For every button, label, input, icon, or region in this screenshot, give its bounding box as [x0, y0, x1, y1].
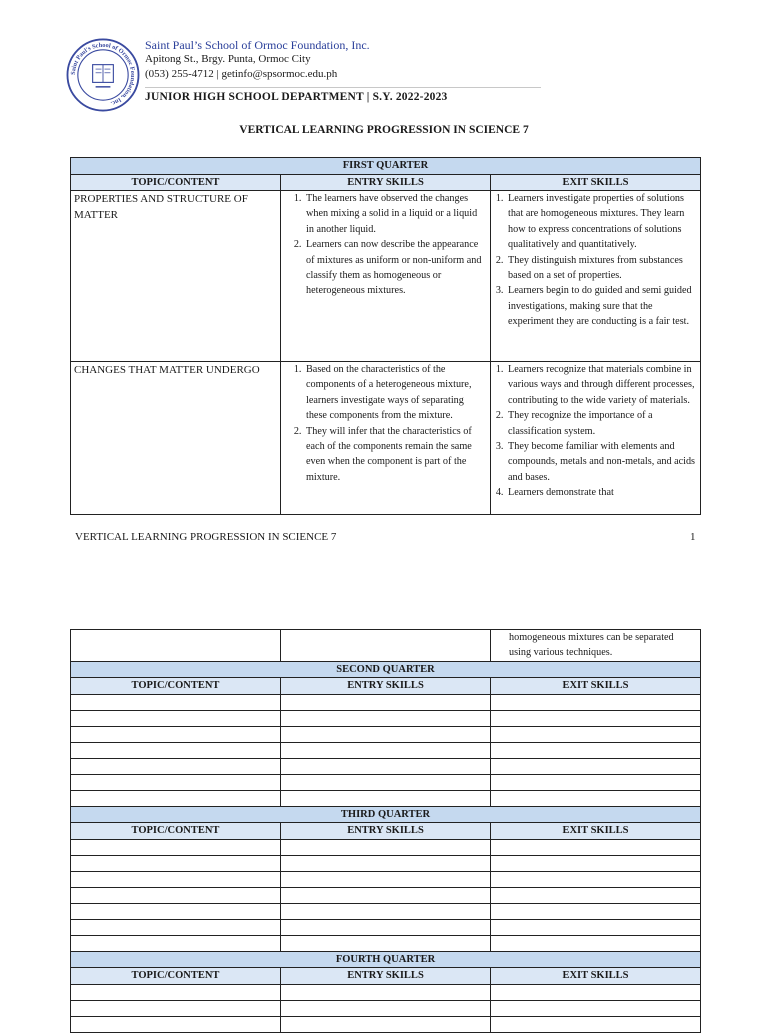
column-header-row	[71, 823, 701, 840]
document-title: VERTICAL LEARNING PROGRESSION IN SCIENCE 7	[239, 124, 529, 136]
quarter-title: THIRD QUARTER	[71, 806, 701, 823]
footer-title: VERTICAL LEARNING PROGRESSION IN SCIENCE 7	[75, 531, 337, 543]
first-quarter-table	[70, 157, 701, 515]
quarter-header-row	[71, 806, 701, 823]
column-header-topic: TOPIC/CONTENT	[71, 823, 281, 840]
school-contact: (053) 255-4712 | getinfo@spsormoc.edu.ph	[145, 68, 338, 80]
list-item: 1. Learners investigate properties of solutions that are homogeneous mixtures. They learn how to express concentrations of solutions qualitatively and quantitatively.	[506, 191, 697, 253]
table-row	[71, 191, 701, 362]
table-row	[71, 726, 701, 742]
table-row	[71, 694, 701, 710]
quarter-title: SECOND QUARTER	[71, 661, 701, 678]
exit-skills-cell	[491, 191, 701, 362]
list-item: 1. The learners have observed the changes when mixing a solid in a liquid or a liquid in another liquid.	[304, 191, 487, 237]
table-row	[71, 758, 701, 774]
column-header-exit: EXIT SKILLS	[491, 968, 701, 985]
header-divider	[145, 87, 541, 88]
topic-cell: CHANGES THAT MATTER UNDERGO	[71, 362, 281, 515]
list-item: 2. They distinguish mixtures from substances based on a set of properties.	[506, 253, 697, 284]
quarter-header-row	[71, 158, 701, 175]
list-item: 3. They become familiar with elements and compounds, metals and non-metals, and acids and bases.	[506, 439, 697, 485]
column-header-topic: TOPIC/CONTENT	[71, 968, 281, 985]
table-row	[71, 984, 701, 1000]
quarter-title: FOURTH QUARTER	[71, 951, 701, 968]
remaining-quarters-table	[70, 629, 701, 1033]
svg-text:Saint Paul's School of Ormoc F: Saint Paul's School of Ormoc Foundation, Inc.	[69, 41, 137, 107]
table-row	[71, 839, 701, 855]
list-item: 2. They will infer that the characteristics of each of the components remain the same even when the component is part of the mixture.	[304, 424, 487, 486]
table-row	[71, 871, 701, 887]
table-row	[71, 742, 701, 758]
column-header-row	[71, 678, 701, 695]
list-item: 3. Learners begin to do guided and semi guided investigations, making sure that the experiment they are conducting is a fair test.	[506, 283, 697, 329]
column-header-row	[71, 968, 701, 985]
table-row	[71, 710, 701, 726]
list-item: 4. Learners demonstrate that	[506, 485, 697, 500]
quarter-header-row	[71, 661, 701, 678]
table-row	[71, 887, 701, 903]
entry-skills-cell	[281, 362, 491, 515]
column-header-entry: ENTRY SKILLS	[281, 678, 491, 695]
topic-cell	[71, 630, 281, 662]
table-row	[71, 774, 701, 790]
list-item: 1. Based on the characteristics of the components of a heterogeneous mixture, learners investigate ways of separating these components from the mixture.	[304, 362, 487, 424]
table-row	[71, 1016, 701, 1032]
table-row	[71, 790, 701, 806]
column-header-row	[71, 174, 701, 191]
department-heading: JUNIOR HIGH SCHOOL DEPARTMENT | S.Y. 2022-2023	[145, 91, 448, 103]
exit-skills-cell	[491, 362, 701, 515]
column-header-entry: ENTRY SKILLS	[281, 174, 491, 191]
table-row	[71, 1000, 701, 1016]
page-number: 1	[690, 531, 696, 543]
column-header-entry: ENTRY SKILLS	[281, 968, 491, 985]
column-header-exit: EXIT SKILLS	[491, 823, 701, 840]
list-item: 2. Learners can now describe the appearance of mixtures as uniform or non-uniform and classify them as homogeneous or heterogeneous mixtures.	[304, 237, 487, 299]
school-address: Apitong St., Brgy. Punta, Ormoc City	[145, 53, 311, 65]
school-seal-logo	[66, 38, 140, 112]
column-header-exit: EXIT SKILLS	[491, 174, 701, 191]
column-header-entry: ENTRY SKILLS	[281, 823, 491, 840]
exit-skills-continuation: homogeneous mixtures can be separated using various techniques.	[491, 630, 701, 662]
entry-skills-cell	[281, 191, 491, 362]
school-name: Saint Paul’s School of Ormoc Foundation, Inc.	[145, 38, 370, 52]
table-row	[71, 935, 701, 951]
table-row	[71, 630, 701, 662]
list-item: 2. They recognize the importance of a classification system.	[506, 408, 697, 439]
table-row	[71, 903, 701, 919]
topic-cell: PROPERTIES AND STRUCTURE OF MATTER	[71, 191, 281, 362]
table-row	[71, 362, 701, 515]
quarter-title: FIRST QUARTER	[71, 158, 701, 175]
column-header-exit: EXIT SKILLS	[491, 678, 701, 695]
column-header-topic: TOPIC/CONTENT	[71, 174, 281, 191]
entry-skills-cell	[281, 630, 491, 662]
quarter-header-row	[71, 951, 701, 968]
table-row	[71, 919, 701, 935]
list-item: 1. Learners recognize that materials combine in various ways and through different processes, contributing to the wide variety of materials.	[506, 362, 697, 408]
column-header-topic: TOPIC/CONTENT	[71, 678, 281, 695]
table-row	[71, 855, 701, 871]
